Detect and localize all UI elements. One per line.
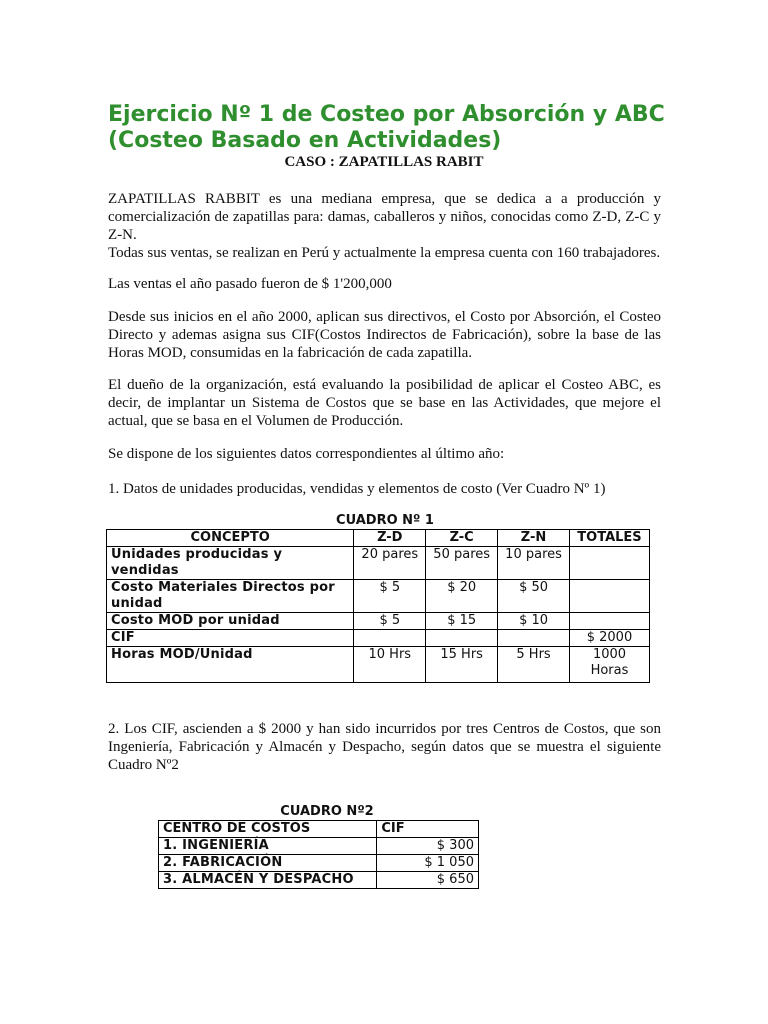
header-zd: Z-D xyxy=(354,530,426,547)
paragraph-sales: Las ventas el año pasado fueron de $ 1'200,000 xyxy=(108,276,392,292)
cuadro-2-table xyxy=(158,820,479,889)
row-label: 2. FABRICACIÓN xyxy=(159,855,377,872)
table-header-row xyxy=(107,530,650,547)
case-heading: CASO : ZAPATILLAS RABIT xyxy=(284,154,484,170)
cell-zc xyxy=(426,630,498,647)
row-label: 1. INGENIERÍA xyxy=(159,838,377,855)
table-row xyxy=(107,580,650,613)
cell-total xyxy=(569,613,649,630)
paragraph-data-intro: Se dispone de los siguientes datos correspondientes al último año: xyxy=(108,446,505,462)
table-header-row xyxy=(159,821,479,838)
header-cif: CIF xyxy=(377,821,479,838)
cell-zn: 10 pares xyxy=(498,547,570,580)
row-label: Unidades producidas y vendidas xyxy=(107,547,354,580)
table-row xyxy=(107,613,650,630)
cell-zd: 20 pares xyxy=(354,547,426,580)
cell-zd: $ 5 xyxy=(354,613,426,630)
table-row xyxy=(107,630,650,647)
cuadro-1-table xyxy=(106,529,650,683)
row-label: 3. ALMACÉN Y DESPACHO xyxy=(159,872,377,889)
table-row xyxy=(159,838,479,855)
cuadro-2-caption: CUADRO Nº2 xyxy=(280,804,374,819)
cell-total: $ 2000 xyxy=(569,630,649,647)
cell-zn xyxy=(498,630,570,647)
paragraph-intro-line-2: Todas sus ventas, se realizan en Perú y actualmente la empresa cuenta con 160 trabajadores. xyxy=(108,245,661,261)
cell-zc: $ 15 xyxy=(426,613,498,630)
header-totales: TOTALES xyxy=(569,530,649,547)
paragraph-intro xyxy=(108,190,661,262)
table-row xyxy=(107,647,650,683)
cell-zc: 15 Hrs xyxy=(426,647,498,683)
cell-cif: $ 1 050 xyxy=(377,855,479,872)
cell-zd: 10 Hrs xyxy=(354,647,426,683)
cell-total: 1000 Horas xyxy=(569,647,649,683)
header-concepto: CONCEPTO xyxy=(107,530,354,547)
header-zc: Z-C xyxy=(426,530,498,547)
paragraph-item-1: 1. Datos de unidades producidas, vendidas y elementos de costo (Ver Cuadro Nº 1) xyxy=(108,481,606,497)
paragraph-item-2: 2. Los CIF, ascienden a $ 2000 y han sido incurridos por tres Centros de Costos, que son Ingeniería, Fabricación y Almacén y Despacho, según datos que se muestra el siguiente Cuadro Nº2 xyxy=(108,721,661,773)
cell-zd xyxy=(354,630,426,647)
cell-zc: $ 20 xyxy=(426,580,498,613)
row-label: Costo MOD por unidad xyxy=(107,613,354,630)
cuadro-1-caption: CUADRO Nº 1 xyxy=(336,513,434,528)
cell-cif: $ 650 xyxy=(377,872,479,889)
cell-total xyxy=(569,580,649,613)
row-label: CIF xyxy=(107,630,354,647)
row-label: Horas MOD/Unidad xyxy=(107,647,354,683)
table-row xyxy=(107,547,650,580)
document-title xyxy=(108,102,668,154)
table-row xyxy=(159,855,479,872)
table-row xyxy=(159,872,479,889)
header-zn: Z-N xyxy=(498,530,570,547)
cell-zn: $ 50 xyxy=(498,580,570,613)
cell-total xyxy=(569,547,649,580)
paragraph-owner: El dueño de la organización, está evaluando la posibilidad de aplicar el Costeo ABC, es decir, de implantar un Sistema de Costos que se base en las Actividades, que mejore el actual, que se basa en el Volumen de Producción. xyxy=(108,377,661,429)
cell-zn: $ 10 xyxy=(498,613,570,630)
row-label: Costo Materiales Directos por unidad xyxy=(107,580,354,613)
cell-zd: $ 5 xyxy=(354,580,426,613)
cell-zn: 5 Hrs xyxy=(498,647,570,683)
cell-zc: 50 pares xyxy=(426,547,498,580)
title-line-2: (Costeo Basado en Actividades) xyxy=(108,128,502,153)
title-line-1: Ejercicio Nº 1 de Costeo por Absorción y ABC xyxy=(108,102,665,127)
paragraph-history: Desde sus inicios en el año 2000, aplican sus directivos, el Costo por Absorción, el Costeo Directo y ademas asigna sus CIF(Costos Indirectos de Fabricación), sobre la base de las Horas MOD, consumidas en la fabricación de cada zapatilla. xyxy=(108,309,661,361)
header-centro-de-costos: CENTRO DE COSTOS xyxy=(159,821,377,838)
paragraph-intro-line-1: ZAPATILLAS RABBIT es una mediana empresa, que se dedica a a producción y comercialización de zapatillas para: damas, caballeros y niños, conocidas como Z-D, Z-C y Z-N. xyxy=(108,191,661,243)
cell-cif: $ 300 xyxy=(377,838,479,855)
